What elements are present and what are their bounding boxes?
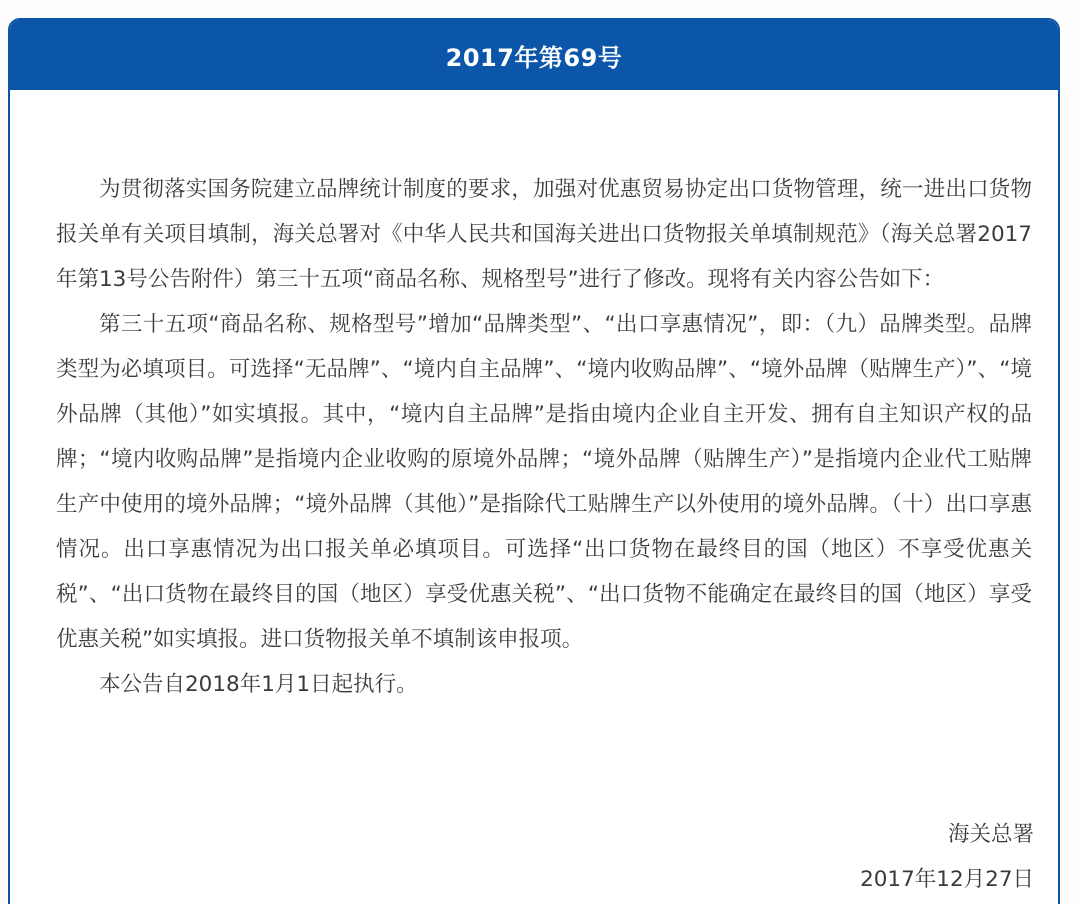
signature-date: 2017年12月27日 [860, 867, 1034, 892]
paragraph-effective-date: 本公告自2018年1月1日起执行。 [99, 672, 418, 697]
paragraph-amendment: 第三十五项“商品名称、规格型号”增加“品牌类型”、“出口享惠情况”，即：（九）品牌类型。品牌类型为必填项目。可选择“无品牌”、“境内自主品牌”、“境内收购品牌”、“境外品牌（贴牌生产）”、“境外品牌（其他）”如实填报。其中，“境内自主品牌”是指由境内企业自主开发、拥有自主知识产权的品牌；“境内收购品牌”是指境内企业收购的原境外品牌；“境外品牌（贴牌生产）”是指境内企业代工贴牌生产中使用的境外品牌；“境外品牌（其他）”是指除代工贴牌生产以外使用的境外品牌。（十）出口享惠情况。出口享惠情况为出口报关单必填项目。可选择“出口货物在最终目的国（地区）不享受优惠关税”、“出口货物在最终目的国（地区）享受优惠关税”、“出口货物不能确定在最终目的国（地区）享受优惠关税”如实填报。进口货物报关单不填制该申报项。 [56, 312, 1032, 652]
signature-issuer: 海关总署 [947, 822, 1034, 847]
notice-body [10, 90, 1058, 707]
paragraph-intro: 为贯彻落实国务院建立品牌统计制度的要求，加强对优惠贸易协定出口货物管理，统一进出口货物报关单有关项目填制，海关总署对《中华人民共和国海关进出口货物报关单填制规范》（海关总署2017年第13号公告附件）第三十五项“商品名称、规格型号”进行了修改。现将有关内容公告如下： [56, 177, 1032, 292]
notice-card [8, 18, 1060, 904]
notice-title: 2017年第69号 [10, 20, 1058, 90]
